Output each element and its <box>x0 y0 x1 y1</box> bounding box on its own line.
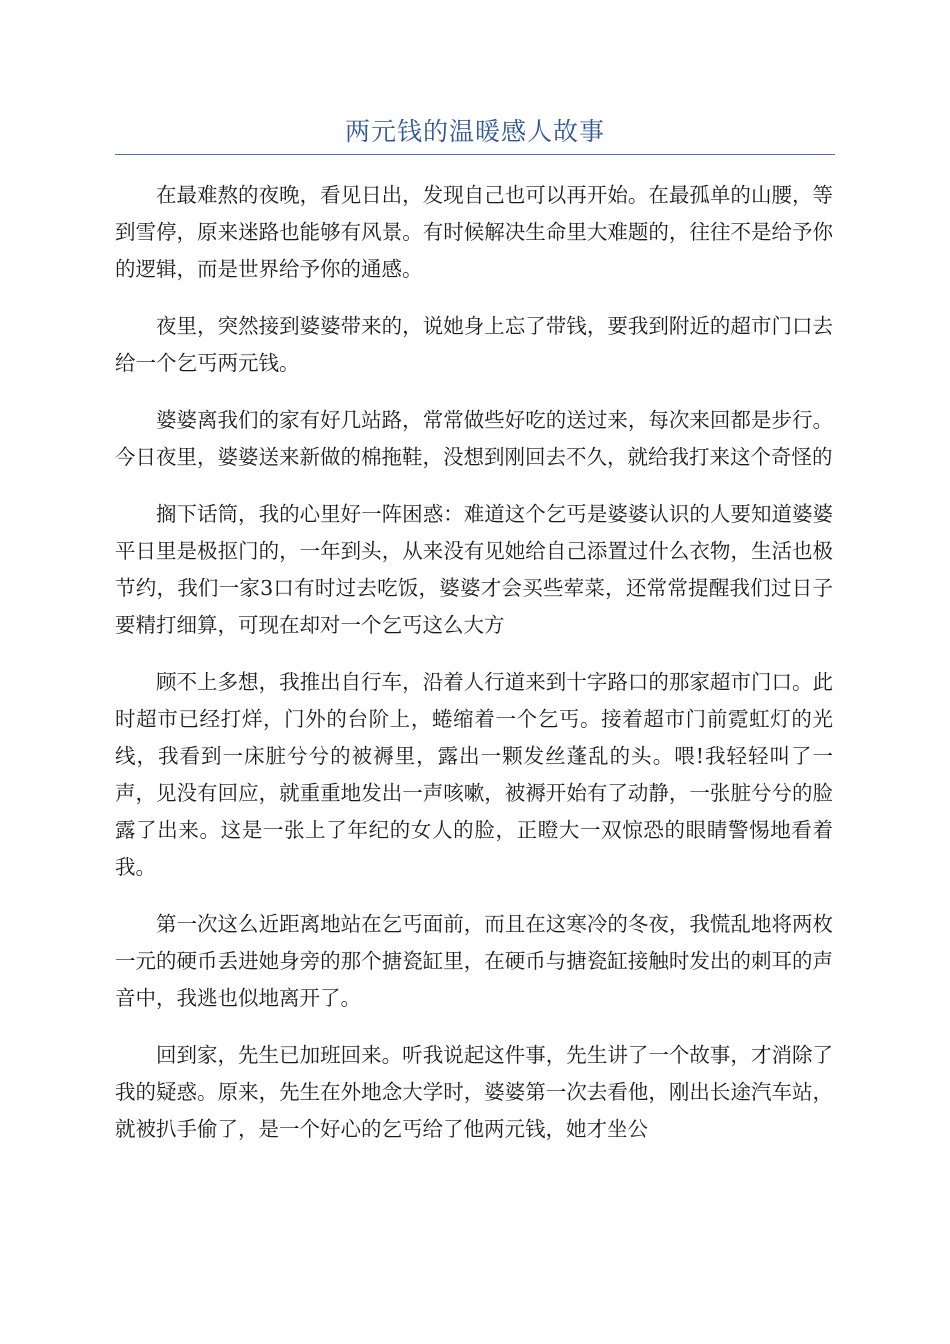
title-underline <box>115 154 835 155</box>
paragraph-6: 第一次这么近距离地站在乞丐面前，而且在这寒冷的冬夜，我慌乱地将两枚一元的硬币丢进她身旁的那个搪瓷缸里，在硬币与搪瓷缸接触时发出的刺耳的声音中，我逃也似地离开了。 <box>115 912 833 1010</box>
document-body <box>115 177 833 1168</box>
document-title: 两元钱的温暖感人故事 <box>344 117 605 146</box>
paragraph-4: 搁下话筒，我的心里好一阵困惑：难道这个乞丐是婆婆认识的人要知道婆婆平日里是极抠门的，一年到头，从来没有见她给自己添置过什么衣物，生活也极节约，我们一家3口有时过去吃饭，婆婆才会买些荤菜，还常常提醒我们过日子要精打细算，可现在却对一个乞丐这么大方 <box>115 502 833 637</box>
paragraph-3: 婆婆离我们的家有好几站路，常常做些好吃的送过来，每次来回都是步行。今日夜里，婆婆送来新做的棉拖鞋，没想到刚回去不久，就给我打来这个奇怪的 <box>115 408 833 469</box>
paragraph-5: 顾不上多想，我推出自行车，沿着人行道来到十字路口的那家超市门口。此时超市已经打烊，门外的台阶上，蜷缩着一个乞丐。接着超市门前霓虹灯的光线，我看到一床脏兮兮的被褥里，露出一颗发丝蓬乱的头。喂!我轻轻叫了一声，见没有回应，就重重地发出一声咳嗽，被褥开始有了动静，一张脏兮兮的脸露了出来。这是一张上了年纪的女人的脸，正瞪大一双惊恐的眼睛警惕地看着我。 <box>115 670 833 879</box>
paragraph-1: 在最难熬的夜晚，看见日出，发现自己也可以再开始。在最孤单的山腰，等到雪停，原来迷路也能够有风景。有时候解决生命里大难题的，往往不是给予你的逻辑，而是世界给予你的通感。 <box>115 183 833 281</box>
paragraph-7: 回到家，先生已加班回来。听我说起这件事，先生讲了一个故事，才消除了我的疑惑。原来，先生在外地念大学时，婆婆第一次去看他，刚出长途汽车站，就被扒手偷了，是一个好心的乞丐给了他两元钱，她才坐公 <box>115 1043 833 1141</box>
paragraph-2: 夜里，突然接到婆婆带来的，说她身上忘了带钱，要我到附近的超市门口去给一个乞丐两元钱。 <box>115 314 833 375</box>
